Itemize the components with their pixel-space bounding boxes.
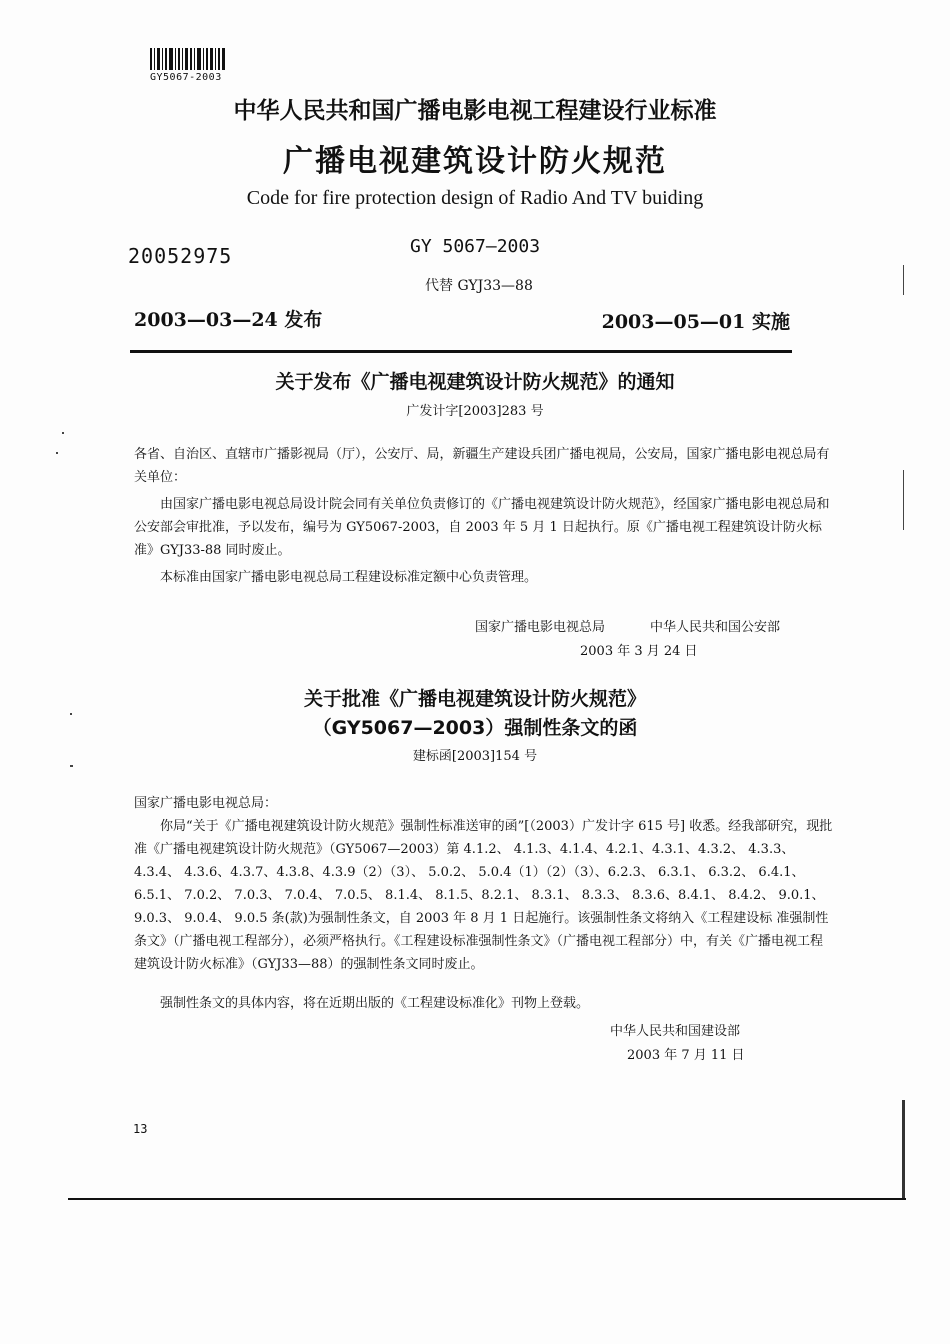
catalog-number: 20052975 <box>128 244 233 268</box>
footer-divider <box>68 1198 906 1200</box>
standard-category: 中华人民共和国广播电影电视工程建设行业标准 <box>233 98 717 124</box>
notice1-paragraph-1: 各省、自治区、直辖市广播影视局（厅），公安厅、局，新疆生产建设兵团广播电视局，公安局，国家广播电影电视总局有关单位： <box>134 447 830 485</box>
standard-number: GY 5067—2003 <box>410 236 541 257</box>
notice2-paragraph-2: 强制性条文的具体内容，将在近期出版的《工程建设标准化》刊物上登载。 <box>160 996 590 1011</box>
scan-artifact <box>903 470 904 530</box>
scan-artifact <box>70 765 73 767</box>
page-number: 13 <box>133 1122 148 1136</box>
notice1-paragraph-3: 本标准由国家广播电影电视总局工程建设标准定额中心负责管理。 <box>160 570 538 585</box>
replaces-standard: 代替 GYJ33—88 <box>425 278 533 294</box>
notice2-signatory: 中华人民共和国建设部 <box>610 1024 741 1039</box>
notice2-title-line2: （GY5067—2003）强制性条文的函 <box>312 717 638 739</box>
notice2-date: 2003 年 7 月 11 日 <box>627 1048 745 1063</box>
scan-artifact <box>902 1100 905 1198</box>
barcode <box>150 48 225 70</box>
scan-artifact <box>62 432 64 434</box>
notice1-signatory-2: 中华人民共和国公安部 <box>650 620 781 635</box>
header-divider <box>130 350 792 353</box>
notice2-doc-number: 建标函[2003]154 号 <box>412 749 538 764</box>
notice1-date: 2003 年 3 月 24 日 <box>580 644 698 659</box>
notice1-paragraph-2: 由国家广播电影电视总局设计院会同有关单位负责修订的《广播电视建筑设计防火规范》，经国家广播电影电视总局和公安部会审批准，予以发布，编号为 GY5067-2003，自 2003 年 5 月 1 日起执行。原《广播电视工程建筑设计防火标准》GYJ33-88 同时废止。 <box>134 497 830 558</box>
issue-date: 2003—03—24 发布 <box>134 309 323 331</box>
scan-artifact <box>70 713 72 715</box>
page-title: 广播电视建筑设计防火规范 <box>283 144 667 179</box>
notice1-doc-number: 广发计字[2003]283 号 <box>406 404 544 419</box>
scan-artifact <box>56 452 58 454</box>
scan-artifact <box>903 265 904 295</box>
notice1-signatory-1: 国家广播电影电视总局 <box>475 620 606 635</box>
notice1-title: 关于发布《广播电视建筑设计防火规范》的通知 <box>275 371 675 393</box>
notice2-paragraph-1: 你局“关于《广播电视建筑设计防火规范》强制性标准送审的函”[（2003）广发计字 615 号] 收悉。经我部研究，现批准《广播电视建筑设计防火规范》（GY5067—2003）第 4.1.2、 4.1.3、4.1.4、4.2.1、4.3.1、4.3.2、 4.3.3、4.3.4、 4.3.6、4.3.7、4.3.8、4.3.9（2）（3）、 5.0.2、 5.0.4（1）（2）（3）、6.2.3、 6.3.1、 6.3.2、 6.4.1、 6.5.1、 7.0.2、 7.0.3、 7.0.4、 7.0.5、 8.1.4、 8.1.5、8.2.1、 8.3.1、 8.3.3、 8.3.6、8.4.1、 8.4.2、 9.0.1、 9.0.3、 9.0.4、 9.0.5 条(款)为强制性条文，自 2003 年 8 月 1 日起施行。该强制性条文将纳入《工程建设标 准强制性条文》（广播电视工程部分），必须严格执行。《工程建设标准强制性条文》（广播电视工程部分）中，有关《广播电视工程建筑设计防火标准》（GYJ33—88）的强制性条文同时废止。 <box>134 819 833 972</box>
effective-date: 2003—05—01 实施 <box>601 311 790 333</box>
notice2-title-line1: 关于批准《广播电视建筑设计防火规范》 <box>303 688 646 710</box>
barcode-caption: GY5067-2003 <box>150 72 222 83</box>
notice2-addressee: 国家广播电影电视总局： <box>134 796 278 811</box>
english-title: Code for fire protection design of Radio And TV buiding <box>246 187 704 209</box>
